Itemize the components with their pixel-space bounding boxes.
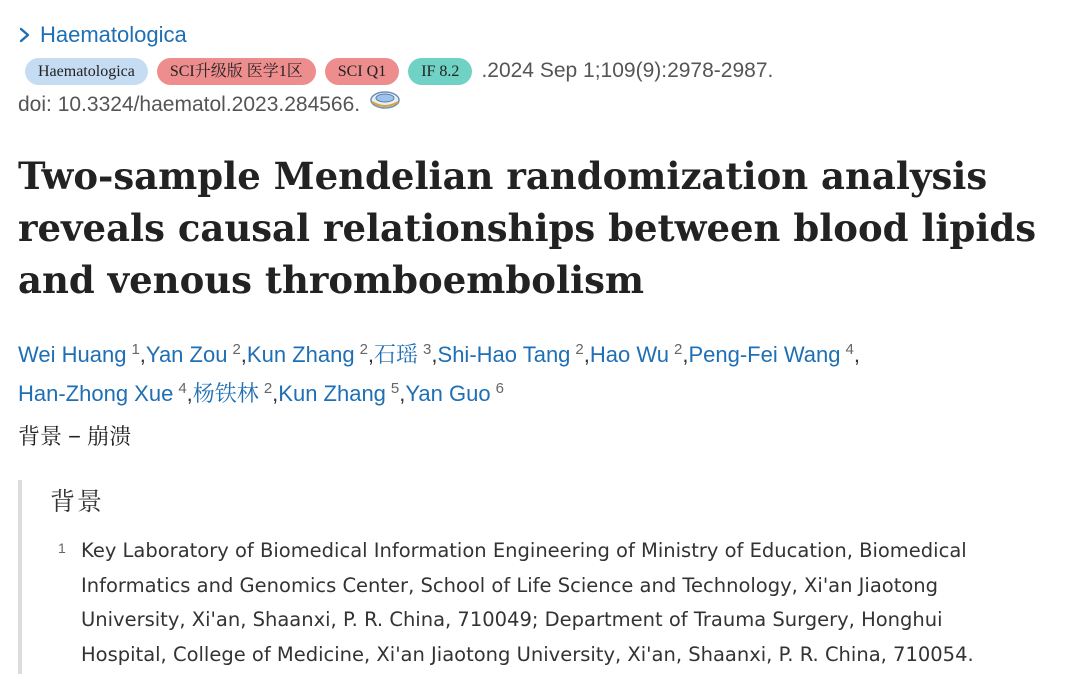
author-list bbox=[18, 333, 1068, 411]
author-affiliation-sup[interactable]: 2 bbox=[673, 341, 683, 358]
abstract-section bbox=[18, 480, 1072, 674]
author-link[interactable]: Yan Guo bbox=[405, 381, 491, 406]
author-separator: , bbox=[272, 381, 279, 406]
journal-link-label[interactable]: Haematologica bbox=[40, 22, 187, 47]
author-affiliation-sup[interactable]: 4 bbox=[178, 380, 187, 397]
author-affiliation-sup[interactable]: 5 bbox=[390, 380, 400, 397]
journal-badges bbox=[25, 56, 773, 86]
author-link[interactable]: 石瑶 bbox=[374, 342, 419, 367]
author-separator: , bbox=[399, 381, 406, 406]
impact-factor-badge: IF 8.2 bbox=[408, 58, 472, 85]
author-link[interactable]: Hao Wu bbox=[589, 342, 669, 367]
quartile-badge: SCI Q1 bbox=[325, 58, 399, 85]
doi-text: doi: 10.3324/haematol.2023.284566. bbox=[18, 93, 361, 116]
author-affiliation-sup[interactable]: 3 bbox=[423, 341, 432, 358]
author-separator: , bbox=[853, 342, 860, 367]
affiliation-item bbox=[58, 534, 1058, 672]
affiliation-number: 1 bbox=[58, 540, 66, 556]
author-link[interactable]: Peng-Fei Wang bbox=[688, 342, 841, 367]
author-affiliation-sup[interactable]: 1 bbox=[131, 341, 140, 358]
author-separator: , bbox=[240, 342, 247, 367]
citation-text: .2024 Sep 1;109(9):2978-2987. bbox=[481, 59, 774, 82]
author-affiliation-sup[interactable]: 2 bbox=[359, 341, 368, 358]
author-separator: , bbox=[431, 342, 438, 367]
author-affiliation-sup[interactable]: 4 bbox=[845, 341, 854, 358]
author-affiliation-sup[interactable]: 2 bbox=[232, 341, 241, 358]
author-link[interactable]: Han-Zhong Xue bbox=[18, 381, 174, 406]
author-separator: , bbox=[186, 381, 193, 406]
article-title: Two-sample Mendelian randomization analysis reveals causal relationships between blood lipids and venous thromboembolism bbox=[18, 154, 1037, 302]
author-separator: , bbox=[367, 342, 375, 367]
author-separator: , bbox=[583, 342, 590, 367]
author-separator: , bbox=[139, 342, 146, 367]
affiliation-text: Key Laboratory of Biomedical Information Engineering of Ministry of Education, Biomedical Informatics and Genomics Center, School of Life Science and Technology, Xi'an Jiaotong University, Xi'an, Shaanxi, P. R. China, 710049; Department of Trauma Surgery, Honghui Hospital, College of Medicine, Xi'an Jiaotong University, Xi'an, Shaanxi, P. R. China, 710054. bbox=[81, 539, 974, 666]
author-link[interactable]: Wei Huang bbox=[18, 342, 127, 367]
author-affiliation-sup[interactable]: 2 bbox=[263, 380, 273, 397]
author-link[interactable]: Kun Zhang bbox=[246, 342, 355, 367]
doi-row bbox=[18, 93, 402, 117]
journal-link[interactable] bbox=[18, 22, 187, 48]
abstract-heading: 背景 bbox=[50, 488, 105, 516]
doi-resolver-icon[interactable] bbox=[368, 89, 402, 111]
author-link[interactable]: Shi-Hao Tang bbox=[437, 342, 571, 367]
author-affiliation-sup[interactable]: 2 bbox=[575, 341, 584, 358]
author-separator: , bbox=[682, 342, 689, 367]
author-link[interactable]: Kun Zhang bbox=[278, 381, 386, 406]
author-link[interactable]: 杨铁林 bbox=[192, 381, 259, 406]
rank-badge: SCI升级版 医学1区 bbox=[157, 58, 316, 85]
author-link[interactable]: Yan Zou bbox=[145, 342, 228, 367]
journal-badge[interactable]: Haematologica bbox=[25, 58, 148, 85]
chevron-right-icon bbox=[18, 25, 32, 45]
author-affiliation-sup[interactable]: 6 bbox=[495, 380, 504, 397]
abstract-collapse-toggle[interactable]: 背景 − 崩溃 bbox=[18, 424, 132, 449]
